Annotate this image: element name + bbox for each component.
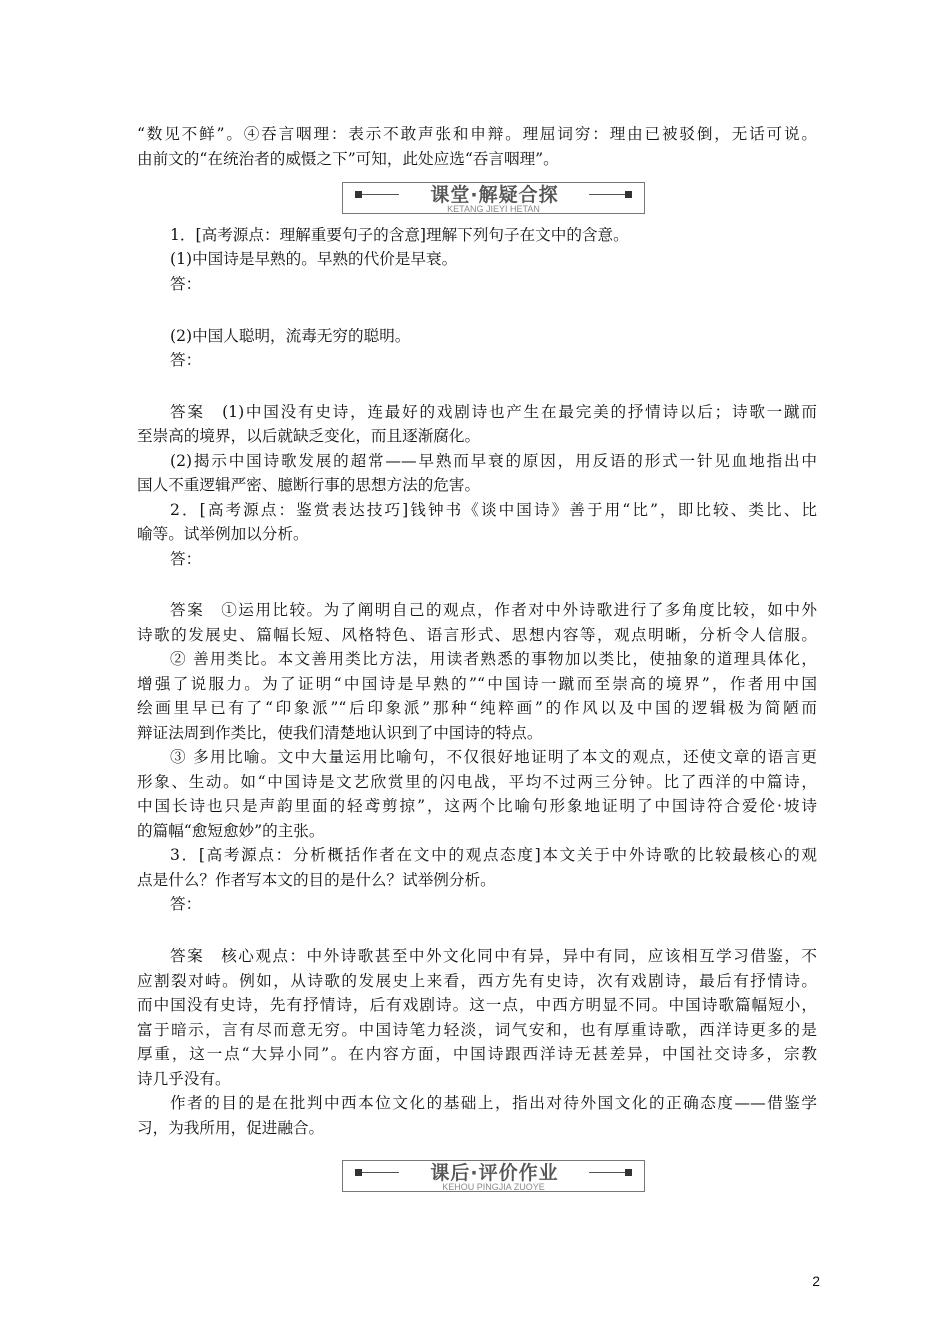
q1-answer-slot-1: 答： — [170, 275, 202, 293]
q1-prompt: 1．[高考源点：理解重要句子的含意]理解下列句子在文中的含意。 — [170, 226, 629, 244]
banner-subtitle: KEHOU PINGJIA ZUOYE — [442, 1182, 545, 1192]
q1-answer-2-line-2: 国人不重逻辑严密、臆断行事的思想方法的危害。 — [137, 476, 481, 494]
q3-answer-a-line-2: 应割裂对峙。例如，从诗歌的发展史上来看，西方先有史诗，次有戏剧诗，最后有抒情诗。 — [137, 972, 817, 990]
q3-answer-b-line-2: 习，为我所用，促进融合。 — [137, 1119, 325, 1137]
q2-answer-b-line-1: ② 善用类比。本文善用类比方法，用读者熟悉的事物加以类比，使抽象的道理具体化， — [170, 650, 817, 668]
intro-line-1: “数见不鲜”。④吞言咽理：表示不敢声张和申辩。理屈词穷：理由已被驳倒，无话可说。 — [137, 125, 817, 143]
q3-answer-a-line-5: 厚重，这一点“大异小同”。在内容方面，中国诗跟西洋诗无甚差异，中国社交诗多，宗教 — [137, 1045, 817, 1063]
banner-square-icon — [355, 1169, 362, 1176]
page-number: 2 — [812, 1273, 820, 1289]
q2-answer-c-line-2: 形象、生动。如“中国诗是文艺欣赏里的闪电战，平均不过两三分钟。比了西洋的中篇诗， — [137, 773, 817, 791]
q2-answer-b-line-3: 绘画里早已有了“印象派”“后印象派”那种“纯粹画”的作风以及中国的逻辑极为简陋而 — [137, 699, 817, 717]
banner-rule-left — [361, 194, 399, 195]
banner-subtitle: KETANG JIEYI HETAN — [447, 204, 540, 214]
q3-prompt-line-1: 3．[高考源点：分析概括作者在文中的观点态度]本文关于中外诗歌的比较最核心的观 — [170, 846, 817, 864]
q1-sentence-1: (1)中国诗是早熟的。早熟的代价是早衰。 — [170, 250, 458, 268]
section-banner-ketang — [342, 182, 645, 214]
q1-answer-1-line-2: 至崇高的境界，以后就缺乏变化，而且逐渐腐化。 — [137, 427, 481, 445]
q2-answer-a-line-1: 答案 ①运用比较。为了阐明自己的观点，作者对中外诗歌进行了多角度比较，如中外 — [170, 601, 817, 619]
q3-prompt-line-2: 点是什么？作者写本文的目的是什么？试举例分析。 — [137, 871, 496, 889]
q2-answer-c-line-3: 中国长诗也只是声韵里面的轻鸢剪掠”，这两个比喻句形象地证明了中国诗符合爱伦·坡诗 — [137, 797, 817, 815]
banner-title: 课堂·解疑合探 — [430, 184, 559, 206]
q1-answer-2-line-1: (2)揭示中国诗歌发展的超常——早熟而早衰的原因，用反语的形式一针见血地指出中 — [170, 452, 817, 470]
q2-prompt-line-1: 2．[高考源点：鉴赏表达技巧]钱钟书《谈中国诗》善于用“比”，即比较、类比、比 — [170, 501, 817, 519]
q3-answer-a-line-4: 富于暗示，言有尽而意无穷。中国诗笔力轻淡，词气安和，也有厚重诗歌，西洋诗更多的是 — [137, 1021, 817, 1039]
q3-answer-b-line-1: 作者的目的是在批判中西本位文化的基础上，指出对待外国文化的正确态度——借鉴学 — [170, 1094, 817, 1112]
q1-sentence-2: (2)中国人聪明，流毒无穷的聪明。 — [170, 327, 411, 345]
banner-square-icon — [625, 191, 632, 198]
q2-prompt-line-2: 喻等。试举例加以分析。 — [137, 525, 309, 543]
q1-answer-slot-2: 答： — [170, 351, 202, 369]
q2-answer-b-line-4: 辩证法周到作类比，使我们清楚地认识到了中国诗的特点。 — [137, 724, 543, 742]
q2-answer-c-line-4: 的篇幅“愈短愈妙”的主张。 — [137, 822, 325, 840]
banner-rule-left — [361, 1172, 399, 1173]
q2-answer-b-line-2: 增强了说服力。为了证明“中国诗是早熟的”“中国诗一蹴而至崇高的境界”，作者用中国 — [137, 675, 817, 693]
q1-answer-1-line-1: 答案 (1)中国没有史诗，连最好的戏剧诗也产生在最完美的抒情诗以后；诗歌一蹴而 — [170, 403, 817, 421]
q3-answer-a-line-3: 而中国没有史诗，先有抒情诗，后有戏剧诗。这一点，中西方明显不同。中国诗歌篇幅短小， — [137, 996, 817, 1014]
q2-answer-slot: 答： — [170, 550, 202, 568]
banner-square-icon — [355, 191, 362, 198]
banner-square-icon — [625, 1169, 632, 1176]
q2-answer-c-line-1: ③ 多用比喻。文中大量运用比喻句，不仅很好地证明了本文的观点，还使文章的语言更 — [170, 748, 817, 766]
banner-rule-right — [589, 1172, 625, 1173]
banner-rule-right — [589, 194, 625, 195]
q2-answer-a-line-2: 诗歌的发展史、篇幅长短、风格特色、语言形式、思想内容等，观点明晰，分析令人信服。 — [137, 626, 817, 644]
q3-answer-a-line-1: 答案 核心观点：中外诗歌甚至中外文化同中有异，异中有同，应该相互学习借鉴，不 — [170, 947, 817, 965]
q3-answer-a-line-6: 诗几乎没有。 — [137, 1070, 231, 1088]
intro-line-2: 由前文的“在统治者的威慑之下”可知，此处应选“吞言咽理”。 — [137, 150, 559, 168]
section-banner-kehou — [342, 1160, 645, 1192]
q3-answer-slot: 答： — [170, 895, 202, 913]
banner-title: 课后·评价作业 — [430, 1162, 559, 1184]
